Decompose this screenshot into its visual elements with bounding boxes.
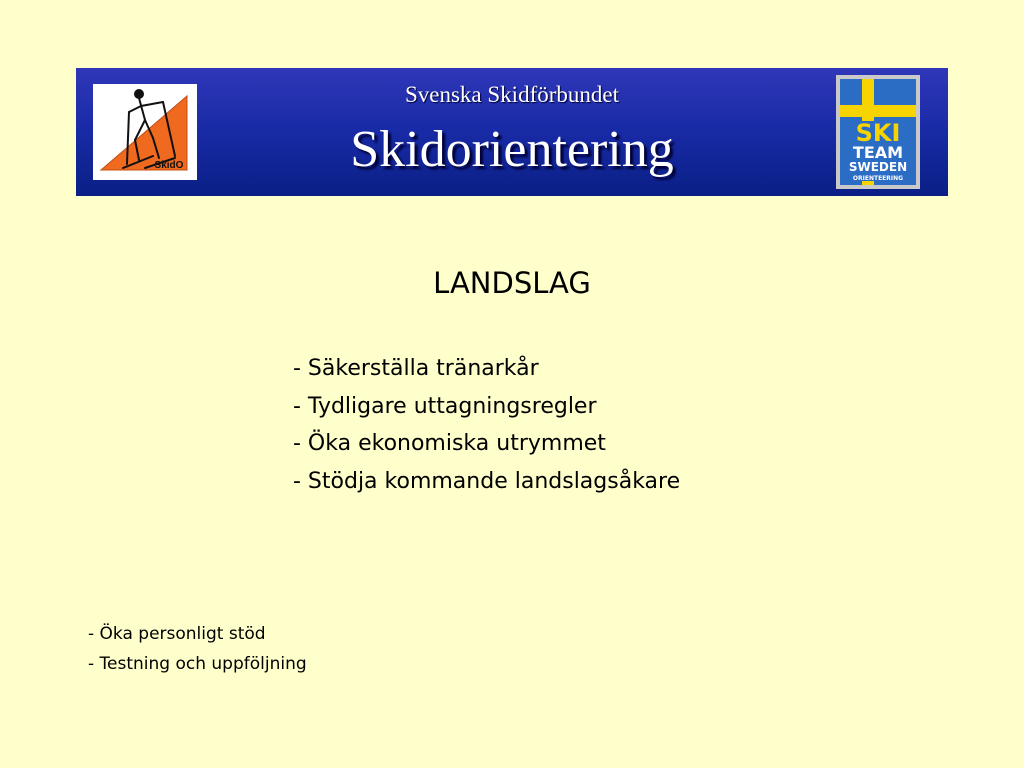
list-item: - Öka ekonomiska utrymmet bbox=[293, 431, 606, 456]
main-points-list bbox=[293, 350, 680, 500]
ski-text: SKI bbox=[855, 119, 901, 147]
banner-subtitle: Svenska Skidförbundet bbox=[404, 82, 619, 107]
list-item: - Öka personligt stöd bbox=[88, 624, 266, 644]
ski-team-sweden-logo bbox=[836, 75, 920, 189]
list-item: - Testning och uppföljning bbox=[88, 654, 307, 674]
team-text: TEAM bbox=[852, 143, 904, 162]
skido-logo-icon bbox=[93, 84, 197, 180]
section-heading: LANDSLAG bbox=[433, 266, 591, 300]
banner-title: Skidorientering bbox=[350, 121, 674, 178]
list-item: - Säkerställa tränarkår bbox=[293, 356, 539, 381]
skido-logo bbox=[93, 84, 197, 180]
skido-logo-text: SkidO bbox=[154, 160, 184, 171]
orienteering-text: ORIENTEERING bbox=[852, 175, 904, 182]
header-banner bbox=[76, 68, 948, 196]
ski-team-sweden-logo-icon bbox=[836, 75, 920, 189]
list-item: - Stödja kommande landslagsåkare bbox=[293, 468, 681, 494]
secondary-points-list bbox=[88, 619, 307, 679]
list-item: - Tydligare uttagningsregler bbox=[293, 393, 597, 419]
sweden-text: SWEDEN bbox=[848, 160, 908, 174]
